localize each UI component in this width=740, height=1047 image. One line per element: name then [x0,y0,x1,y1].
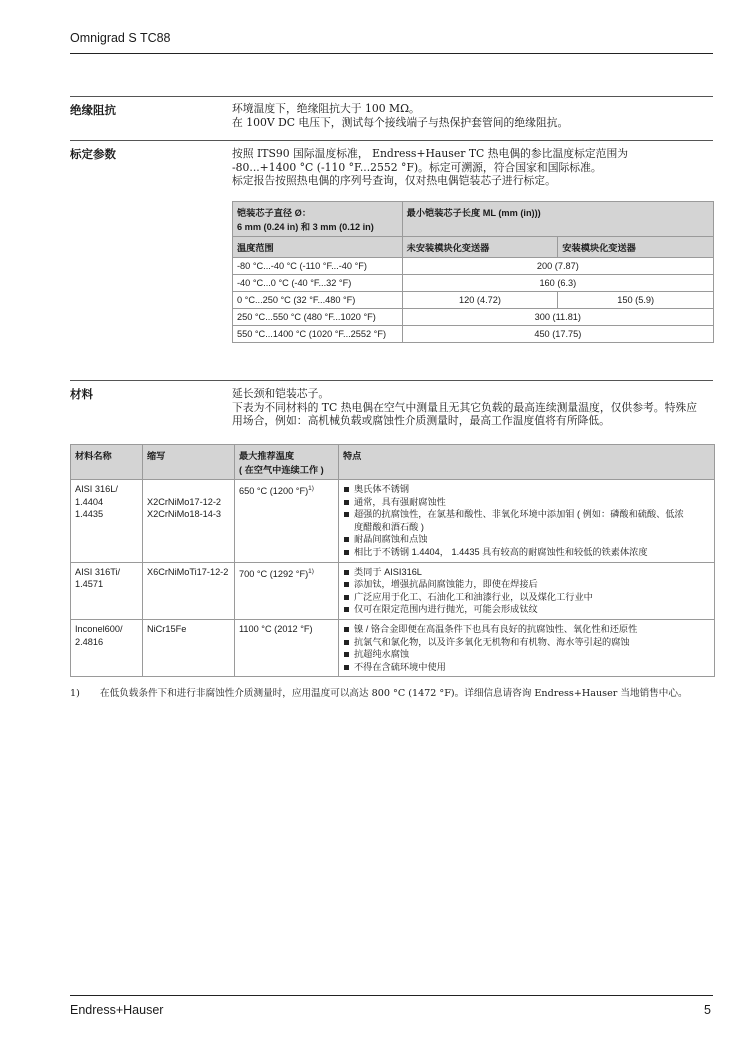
calibration-line: 按照 ITS90 国际温度标准， Endress+Hauser TC 热电偶的参比温度标定范围为 [232,147,629,160]
diameter-header-line: 6 mm (0.24 in) 和 3 mm (0.12 in) [237,222,374,232]
feature-item: 通常，具有强耐腐蚀性 [343,496,710,509]
length-cell: 200 (7.87) [402,258,713,275]
table-row [233,258,714,275]
feature-text: 超强的抗腐蚀性，在氯基和酸性、非氧化环境中添加钼 ( 例如：磷酸和硫酸、低浓 [354,509,684,520]
feature-item: 抗氯气和氯化物，以及许多氧化无机物和有机物、海水等引起的腐蚀 [343,636,710,649]
max-temp-cell [235,619,339,676]
with-transmitter-header: 安装模块化变送器 [558,237,714,258]
feature-item: 奥氏体不锈钢 [343,483,710,496]
table-row [233,292,714,309]
max-temp-cell [235,480,339,563]
footer-brand: Endress+Hauser [70,1003,164,1017]
insulation-text [232,102,717,129]
temp-range-cell: -40 °C...0 °C (-40 °F...32 °F) [233,275,403,292]
document-title: Omnigrad S TC88 [70,31,171,45]
insulation-label: 绝缘阻抗 [70,103,116,117]
materials-table [70,444,715,677]
table-header-row [233,202,714,237]
table-row [233,309,714,326]
feature-item: 类同于 AISI316L [343,566,710,579]
abbreviation-line: X6CrNiMoTi17-12-2 [147,566,229,577]
features-header: 特点 [339,445,715,480]
materials-line: 延长颈和铠装芯子。 [232,387,330,400]
material-name-cell [71,480,143,563]
feature-item: 耐晶间腐蚀和点蚀 [343,533,710,546]
calibration-line: -80...+1400 °C (-110 °F...2552 °F)。标定可溯源，符合国家和国际标准。 [232,160,602,174]
abbreviation-cell [143,619,235,676]
material-name-line: 1.4571 [75,579,104,590]
features-cell [339,562,715,619]
material-name-cell [71,619,143,676]
feature-item: 镍 / 铬合金即便在高温条件下也具有良好的抗腐蚀性、氧化性和还原性 [343,623,710,636]
footer-rule [70,995,713,996]
temp-range-cell: -80 °C...-40 °C (-110 °F...-40 °F) [233,258,403,275]
footnote [70,685,688,699]
footnote-ref: 1) [308,485,314,492]
page-number: 5 [704,1003,711,1017]
abbreviation-line: NiCr15Fe [147,623,187,634]
feature-item: 添加钛，增强抗晶间腐蚀能力，即使在焊接后 [343,578,710,591]
max-temp-value: 1100 °C (2012 °F) [239,623,313,634]
abbreviation-cell [143,562,235,619]
features-cell [339,619,715,676]
table-header-row [71,445,715,480]
length-cell: 150 (5.9) [558,292,714,309]
material-name-line: AISI 316Ti/ [75,566,121,577]
materials-label: 材料 [70,387,93,401]
temp-range-cell: 550 °C...1400 °C (1020 °F...2552 °F) [233,326,403,343]
footnote-ref: 1) [308,567,314,575]
section-rule [70,96,713,97]
max-temp-cell [235,562,339,619]
header-rule [70,53,713,54]
abbreviation-line [147,483,230,496]
material-name-cell [71,562,143,619]
length-cell: 450 (17.75) [402,326,713,343]
abbreviation-line: X2CrNiMo17-12-2 [147,496,222,507]
material-name-line: 1.4435 [75,509,104,520]
table-row [71,619,715,676]
diameter-header-line: 铠装芯子直径 Ø： [237,208,312,218]
material-name-line: Inconel600/ [75,623,123,634]
calibration-line: 标定报告按照热电偶的序列号查询，仅对热电偶铠装芯子进行标定。 [232,174,556,187]
length-cell: 120 (4.72) [402,292,558,309]
abbreviation-line: X2CrNiMo18-14-3 [147,509,222,520]
table-header-row [233,237,714,258]
materials-line: 下表为不同材料的 TC 热电偶在空气中测量且无其它负载的最高连续测量温度，仅供参考。特殊应 [232,400,697,414]
feature-text: 度醋酸和酒石酸 ) [354,521,424,532]
insulation-line: 在 100V DC 电压下，测试每个接线端子与热保护套管间的绝缘阻抗。 [232,115,569,129]
abbreviation-header: 缩写 [143,445,235,480]
material-name-line: 1.4404 [75,496,104,507]
temp-range-cell: 250 °C...550 °C (480 °F...1020 °F) [233,309,403,326]
max-temp-header-line: 最大推荐温度 [239,451,295,461]
insulation-line: 环境温度下，绝缘阻抗大于 100 MΩ。 [232,102,420,115]
max-temp-header [235,445,339,480]
calibration-text [232,147,717,188]
feature-item: 抗超纯水腐蚀 [343,648,710,661]
materials-line: 用场合，例如：高机械负载或腐蚀性介质测量时，最高工作温度值将有所降低。 [232,414,610,427]
materials-text [232,387,717,428]
features-cell [339,480,715,563]
temp-range-header: 温度范围 [233,237,403,258]
max-temp-value: 650 °C (1200 °F) [239,486,309,496]
feature-item: 广泛应用于化工、石油化工和油漆行业，以及煤化工行业中 [343,591,710,604]
section-rule [70,140,713,141]
table-row [233,326,714,343]
feature-item: 不得在含硫环境中使用 [343,661,710,674]
diameter-header [233,202,403,237]
without-transmitter-header: 未安装模块化变送器 [402,237,558,258]
material-name-header: 材料名称 [71,445,143,480]
section-rule [70,380,713,381]
feature-item [343,508,710,533]
calibration-label: 标定参数 [70,147,116,161]
length-cell: 160 (6.3) [402,275,713,292]
calibration-table [232,201,714,343]
material-name-line: 2.4816 [75,636,104,647]
feature-item: 相比于不锈钢 1.4404， 1.4435 具有较高的耐腐蚀性和较低的铁素体浓度 [343,546,710,559]
max-temp-header-line: ( 在空气中连续工作 ) [239,465,324,475]
material-name-line: AISI 316L/ [75,484,118,494]
min-length-header: 最小铠装芯子长度 ML (mm (in))) [402,202,713,237]
feature-item: 仅可在限定范围内进行抛光，可能会形成钛纹 [343,603,710,616]
table-row [233,275,714,292]
max-temp-value: 700 °C (1292 °F) [239,568,309,579]
footnote-number: 1) [70,688,80,699]
footnote-text: 在低负载条件下和进行非腐蚀性介质测量时，应用温度可以高达 800 °C (1472 °F)。详细信息请咨询 Endress+Hauser 当地销售中心。 [100,688,688,699]
abbreviation-cell [143,480,235,563]
temp-range-cell: 0 °C...250 °C (32 °F...480 °F) [233,292,403,309]
table-row [71,562,715,619]
table-row [71,480,715,563]
length-cell: 300 (11.81) [402,309,713,326]
